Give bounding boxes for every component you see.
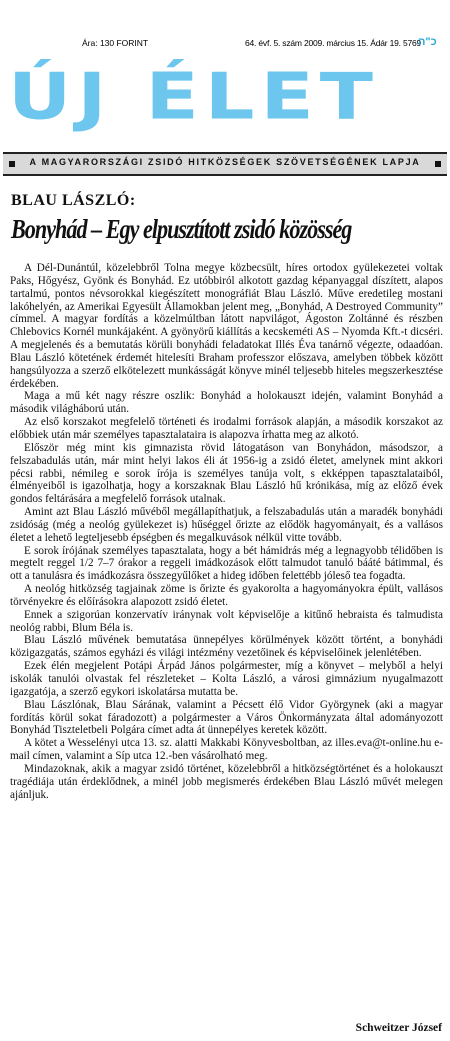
- price-label: Ára: 130 FORINT: [82, 38, 149, 48]
- banner-dot-right: [435, 161, 441, 167]
- article-paragraph: E sorok írójának személyes tapasztalata, hogy a bét hámidrás még a legnagyobb télidőben is megtelt reggel 1/2 7–7 órakor a reggeli imádkozások előtt talmudot tanuló bááté bátimmal, és ott a tanulásra és imádkozásra összegyűlőket a hideg időben felettébb jóleső tea fogadta.: [10, 544, 443, 583]
- article-paragraph: Amint azt Blau László művéből megállapíthatjuk, a felszabadulás után a maradék bonyhádi zsidóság (még a neológ gyülekezet is) hűséggel őrizte az elődök hagyományait, és a vallásos életet a lehető legteljesebb épségben és megalkuvások nélkül vitte tovább.: [10, 506, 443, 544]
- article-paragraph: A neológ hitközség tagjainak zöme is őrizte és gyakorolta a hagyományokra épült, vallásos törvényekre és előírásokra alapozott zsidó életet.: [10, 583, 443, 608]
- masthead-title: ÚJ ÉLET: [8, 60, 379, 134]
- article-paragraph: A kötet a Wesselényi utca 13. sz. alatti Makkabi Könyvesboltban, az illes.eva@t-online.hu e-mail címen, valamint a Síp utca 12.-ben vásárolható meg.: [10, 737, 443, 763]
- article-paragraph: Ezek élén megjelent Potápi Árpád János polgármester, míg a könyvet – melyből a helyi iskolák tanulói olvastak fel részleteket – Kolta László, a városi gimnázium nyugalmazott igazgatója, a szerző egykori iskolatársa mutatta be.: [10, 660, 443, 698]
- article-paragraph: Maga a mű két nagy részre oszlik: Bonyhád a holokauszt idején, valamint Bonyhád a második világháború után.: [10, 390, 443, 416]
- article-paragraph: Ennek a szigorúan konzervatív iránynak volt képviselője a kitűnő hebraista és talmudista neológ rabbi, Blum Béla is.: [10, 608, 443, 634]
- article-headline: Bonyhád – Egy elpusztított zsidó közösség: [11, 214, 352, 244]
- hebrew-mark: כ"ה: [418, 36, 437, 48]
- author-signature: Schweitzer József: [355, 1022, 442, 1034]
- article-paragraph: Blau Lászlónak, Blau Sárának, valamint a Pécsett élő Vidor Györgynek (aki a magyar fordítás körül sokat fáradozott) a polgármester a Város Önkormányzata által adományozott Bonyhád Tiszteletbeli Polgára címet adta át ünnepélyes keretek között.: [10, 698, 443, 737]
- article-paragraph: Mindazoknak, akik a magyar zsidó történet, közelebbről a hitközségtörténet és a holokauszt tragédiája után érdeklődnek, a minél jobb megismerés érdekében Blau László művét melegen ajánljuk.: [10, 762, 443, 801]
- article-paragraph: A Dél-Dunántúl, közelebbről Tolna megye közbecsült, híres ortodox gyülekezetei voltak Paks, Hőgyész, Gyönk és Bonyhád. Ez utóbbiról alkotott gazdag képanyaggal díszített, alapos tartalmú, pontos névsorokkal kiegészített monográfiát Blau László. Műve eredetileg mostani lakóhelyén, az Amerikai Egyesült Államokban jelent meg, „Bonyhád, A Destroyed Community” címmel. A magyar fordítás a közelmúltban látott napvilágot, Ágoston Zoltánné és részben Chlebovics Kornél munkájaként. A gyönyörű kiállítás a kecskeméti AS – Nyomda Kft.-t dicséri. A megjelenés és a bemutatás körüli bonyhádi feladatokat Illés Éva tanárnő végezte, odaadóan. Blau László kötetének érdemét hitelesíti Braham professzor előszava, amelyben többek között hangsúlyozza a szerző elkötelezett munkásságát könyve minél teljesebb hiteles megszerkesztése érdekében.: [10, 262, 443, 390]
- article-body: [10, 262, 443, 1010]
- article-paragraph: Az első korszakot megfelelő történeti és irodalmi források alapján, a második korszakot az előbbiek után már személyes tapasztalataira is alapozva írhatta meg az alkotó.: [10, 416, 443, 441]
- article-paragraph: Blau László művének bemutatása ünnepélyes körülmények között történt, a bonyhádi közigazgatás, számos egyházi és világi intézmény vezetőinek és képviselőinek jelenlétében.: [10, 634, 443, 660]
- masthead-banner: [3, 152, 447, 176]
- article-kicker: BLAU LÁSZLÓ:: [11, 192, 136, 209]
- masthead: [8, 50, 442, 144]
- banner-text: A MAGYARORSZÁGI ZSIDÓ HITKÖZSÉGEK SZÖVETSÉGÉNEK LAPJA: [29, 157, 421, 167]
- issue-info-line: [0, 38, 450, 50]
- issue-info: 64. évf. 5. szám 2009. március 15. Ádár 19. 5769: [245, 38, 422, 48]
- article-paragraph: Először még mint kis gimnazista rövid látogatáson van Bonyhádon, másodszor, a felszabadulás után, már mint helyi lakos éli át 1956-ig a zsidó életet, amelynek mint akkori pécsi rabbi, némileg e sorok írója is személyes tanúja volt, s ekképpen tapasztalataiból, élményeiből is igazolhatja, hogy a korszaknak Blau László hű krónikása, míg az előző évek gondos feltárására a megfelelő források utalnak.: [10, 441, 443, 506]
